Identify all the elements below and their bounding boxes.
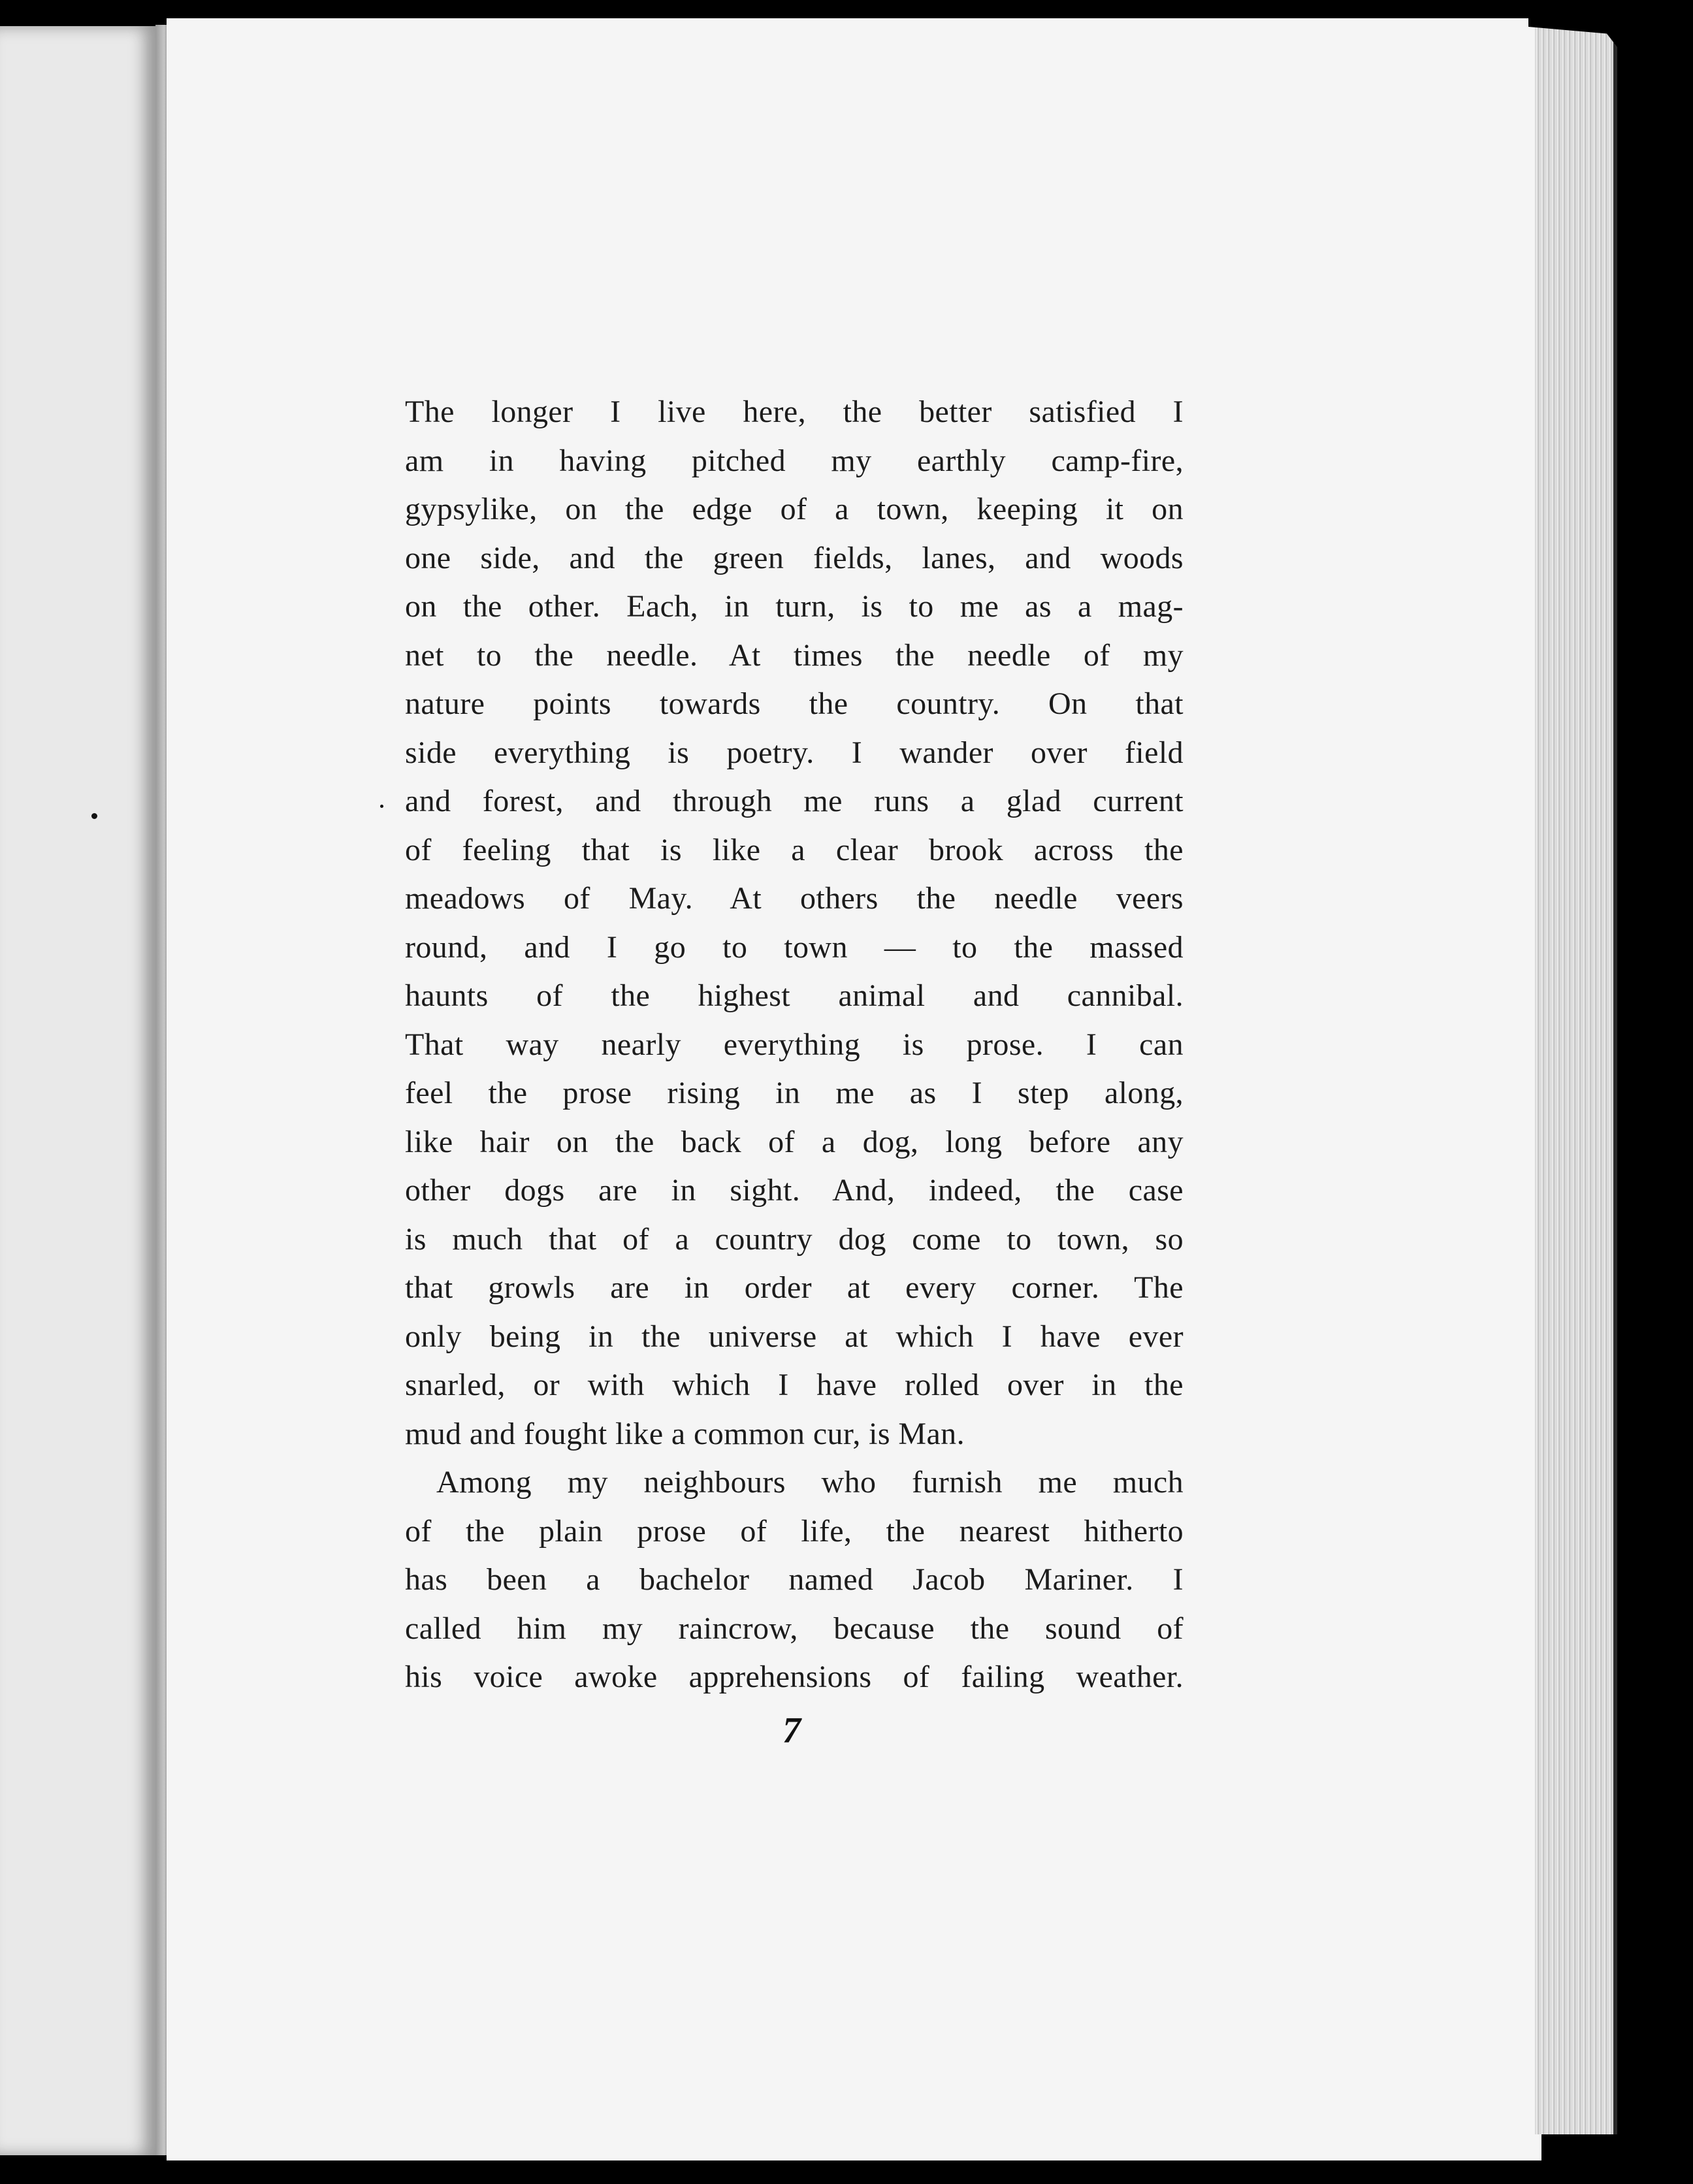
facing-page-edge bbox=[0, 26, 163, 2155]
text-line: has been a bachelor named Jacob Mariner. I bbox=[405, 1562, 1184, 1597]
scan-speck bbox=[380, 805, 383, 808]
scan-speck bbox=[91, 813, 97, 819]
text-line: round, and I go to town — to the massed bbox=[405, 929, 1184, 965]
text-line: on the other. Each, in turn, is to me as a mag- bbox=[405, 589, 1184, 624]
text-line: meadows of May. At others the needle veers bbox=[405, 881, 1184, 916]
paragraph-2 bbox=[405, 1458, 1184, 1702]
text-line: nature points towards the country. On that bbox=[405, 686, 1184, 721]
paragraph-1 bbox=[405, 388, 1184, 1458]
text-line: and forest, and through me runs a glad current bbox=[405, 784, 1184, 818]
text-line: snarled, or with which I have rolled over in the bbox=[405, 1368, 1184, 1402]
text-line: like hair on the back of a dog, long before any bbox=[405, 1124, 1184, 1159]
text-line: one side, and the green fields, lanes, and woods bbox=[405, 540, 1184, 575]
text-line: that growls are in order at every corner. The bbox=[405, 1270, 1184, 1305]
text-line: gypsylike, on the edge of a town, keeping it on bbox=[405, 492, 1184, 526]
page-fore-edge bbox=[1535, 25, 1617, 2134]
text-line: is much that of a country dog come to town, so bbox=[405, 1221, 1184, 1257]
text-line: of the plain prose of life, the nearest hitherto bbox=[405, 1513, 1184, 1549]
text-line: haunts of the highest animal and cannibal. bbox=[405, 978, 1184, 1013]
page-number: 7 bbox=[782, 1710, 801, 1751]
body-text bbox=[405, 388, 1184, 1702]
text-line: only being in the universe at which I have ever bbox=[405, 1319, 1184, 1354]
text-line: called him my raincrow, because the sound of bbox=[405, 1611, 1184, 1646]
text-line: mud and fought like a common cur, is Man. bbox=[405, 1416, 965, 1451]
text-line: Among my neighbours who furnish me much bbox=[436, 1465, 1184, 1500]
text-line: am in having pitched my earthly camp-fire, bbox=[405, 443, 1184, 478]
text-line: feel the prose rising in me as I step along, bbox=[405, 1076, 1184, 1110]
text-line: of feeling that is like a clear brook across the bbox=[405, 832, 1184, 867]
text-line: side everything is poetry. I wander over field bbox=[405, 735, 1184, 770]
text-line: his voice awoke apprehensions of failing weather. bbox=[405, 1660, 1184, 1694]
text-line: other dogs are in sight. And, indeed, the case bbox=[405, 1173, 1184, 1208]
text-line: The longer I live here, the better satisfied I bbox=[405, 394, 1184, 429]
text-line: That way nearly everything is prose. I can bbox=[405, 1027, 1184, 1062]
text-line: net to the needle. At times the needle of my bbox=[405, 637, 1184, 673]
